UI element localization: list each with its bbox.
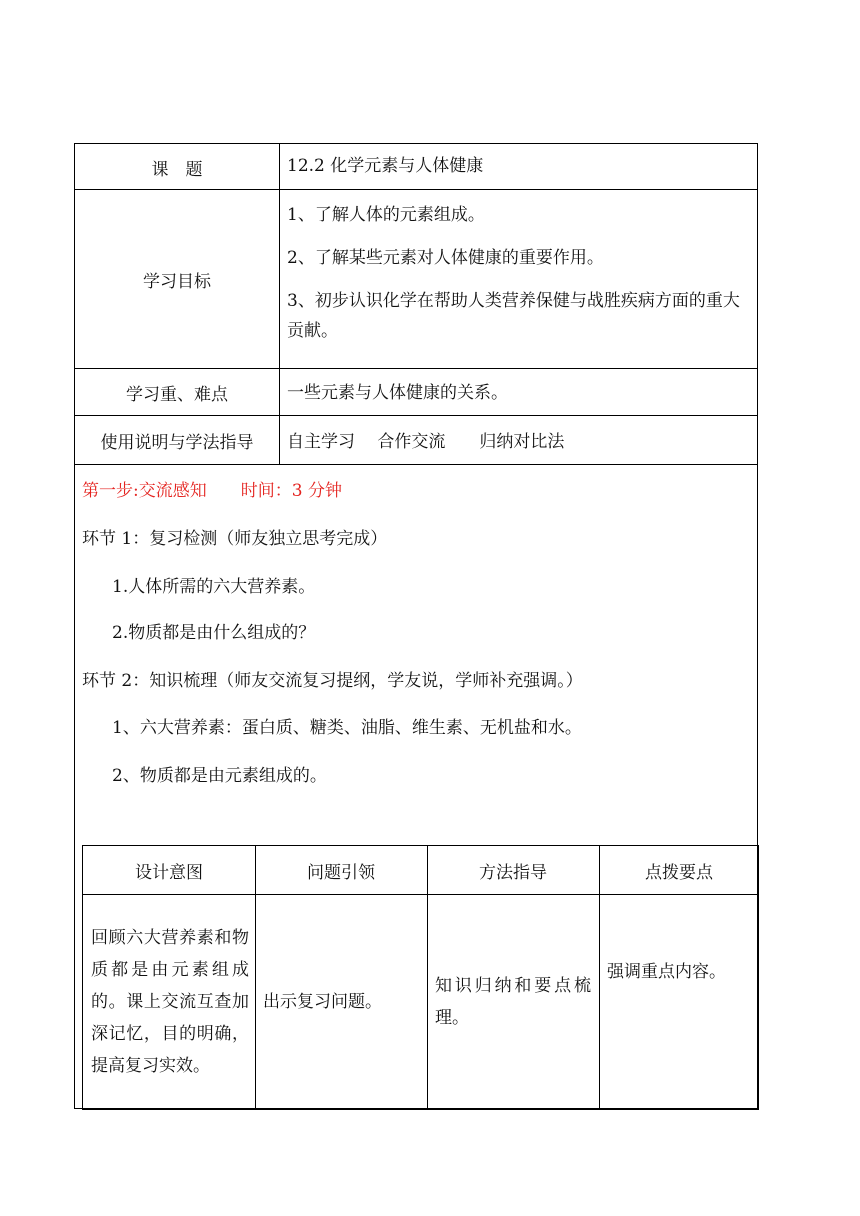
section2-title: 环节 2：知识梳理（师友交流复习提纲，学友说，学师补充强调。）: [82, 671, 583, 691]
step-title: 第一步:交流感知 时间：3 分钟: [82, 481, 342, 501]
design-intent-cell: [83, 894, 255, 1110]
design-intent-text: 回顾六大营养素和物质都是由元素组成的。课上交流互查加深记忆，目的明确，提高复习实效。: [91, 928, 249, 1076]
method-value: 自主学习 合作交流 归纳对比法: [287, 432, 565, 452]
section1-title: 环节 1：复习检测（师友独立思考完成）: [82, 529, 388, 549]
header-key-points: 点拨要点: [645, 862, 713, 883]
objective-item: 2、了解某些元素对人体健康的重要作用。: [287, 248, 604, 268]
key-points-row: [75, 369, 757, 416]
section1-item: 1.人体所需的六大营养素。: [112, 577, 316, 597]
objective-item: 3、初步认识化学在帮助人类营养保健与战胜疾病方面的重大贡献。: [287, 291, 740, 341]
question-guide-cell: [255, 894, 427, 1110]
topic-label: 课 题: [151, 159, 203, 180]
method-row: [75, 416, 757, 465]
section2-item: 2、物质都是由元素组成的。: [112, 766, 327, 786]
topic-value: 12.2 化学元素与人体健康: [287, 156, 484, 176]
header-design-intent: 设计意图: [135, 862, 203, 883]
method-label: 使用说明与学法指导: [100, 433, 254, 453]
objective-item: 1、了解人体的元素组成。: [287, 205, 485, 225]
key-points-cell: [599, 894, 759, 1110]
method-guide-cell: [427, 894, 599, 1110]
key-points-text: 强调重点内容。: [607, 962, 726, 982]
header-method-guide: 方法指导: [479, 862, 547, 883]
design-table: [82, 845, 759, 1110]
header-question-guide: 问题引领: [307, 862, 375, 883]
objectives-list: [287, 200, 751, 346]
key-points-label: 学习重、难点: [126, 385, 228, 405]
objectives-row: [75, 190, 757, 369]
question-guide-text: 出示复习问题。: [263, 992, 382, 1012]
section1-item: 2.物质都是由什么组成的？: [112, 623, 316, 643]
method-guide-text: 知识归纳和要点梳理。: [435, 976, 591, 1028]
objectives-label: 学习目标: [143, 272, 211, 292]
topic-row: [75, 144, 757, 190]
section2-item: 1、六大营养素：蛋白质、糖类、油脂、维生素、无机盐和水。: [112, 718, 582, 738]
key-points-value: 一些元素与人体健康的关系。: [287, 383, 508, 403]
